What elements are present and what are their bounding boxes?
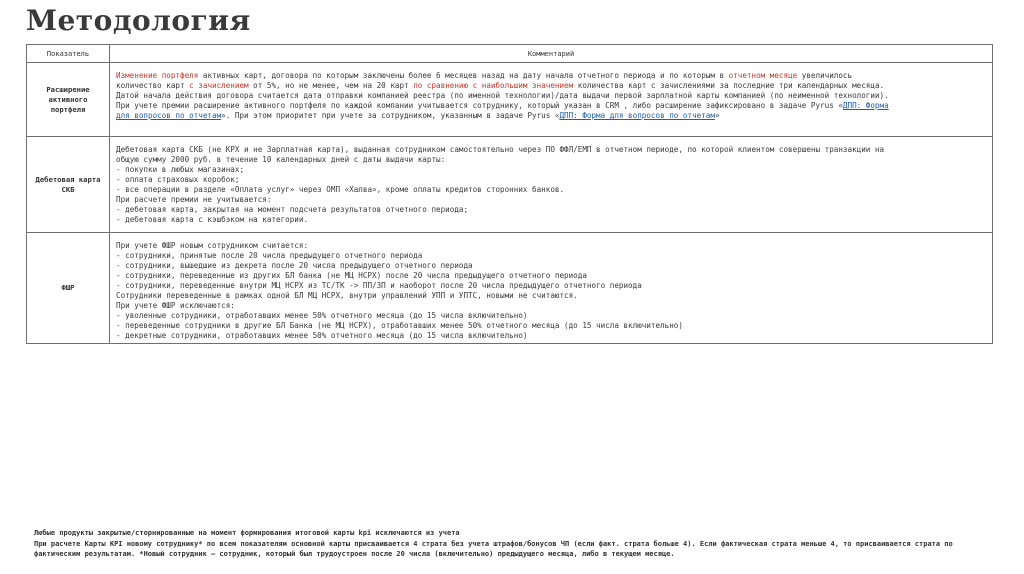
comment-line bbox=[116, 91, 986, 101]
indicator-fshr: ФШР bbox=[27, 233, 110, 344]
comment-debit-card bbox=[110, 137, 993, 233]
table-header-row bbox=[27, 45, 993, 63]
comment-text: Дебетовая карта СКБ (не КРХ и не Зарплатная карта), выданная сотрудником самостоятельно через ПО ФФЛ/ЕМП в отчетном периоде, по которой клиентом совершены транзакции на bbox=[116, 145, 885, 154]
comment-line bbox=[116, 281, 986, 291]
comment-line bbox=[116, 165, 986, 175]
comment-text: - все операции в разделе «Оплата услуг» через ОМП «Халва», кроме оплаты кредитов сторонних банков. bbox=[116, 185, 565, 194]
header-indicator: Показатель bbox=[27, 45, 110, 63]
footer-notes bbox=[34, 528, 964, 560]
footer-note-new-employee: При расчете Карты KPI новому сотруднику* по всем показателям основной карты присваивается 4 страта без учета штрафов/бонусов ЧП (если факт. страта больше 4). Если фактическая страта меньше 4, то присваивается страта по фактическим результатам. *Новый сотрудник – сотрудник, который был трудоустроен после 20 числа (включительно) предыдущего месяца, либо в текущем месяце. bbox=[34, 539, 953, 558]
comment-line bbox=[116, 195, 986, 205]
comment-text: - оплата страховых коробок; bbox=[116, 175, 240, 184]
comment-text: - сотрудники, переведенные внутри МЦ НСРХ из ТС/ТК -> ПП/ЗП и наоборот после 20 числа предыдущего отчетного периода bbox=[116, 281, 642, 290]
comment-text: активных карт, договора по которым заключены более 6 месяцев назад на дату начала отчетного периода и по которым в bbox=[198, 71, 729, 80]
comment-text: - сотрудники, вышедшие из декрета после 20 числа предыдущего отчетного периода bbox=[116, 261, 473, 270]
comment-text: Сотрудники переведенные в рамках одной БЛ МЦ НСРХ, внутри управлений УПП и УПТС, новыми не считаются. bbox=[116, 291, 578, 300]
comment-line bbox=[116, 331, 986, 341]
table-row bbox=[27, 137, 993, 233]
comment-text: количества карт с зачислениями за последние три календарных месяца. bbox=[573, 81, 885, 90]
comment-line bbox=[116, 145, 986, 155]
comment-text: - декретные сотрудники, отработавших менее 50% отчетного месяца (до 15 числа включительно) bbox=[116, 331, 528, 340]
comment-text: » bbox=[714, 111, 720, 120]
comment-line bbox=[116, 215, 986, 225]
comment-line bbox=[116, 261, 986, 271]
comment-text: - покупки в любых магазинах; bbox=[116, 165, 245, 174]
comment-line bbox=[116, 311, 986, 321]
comment-line bbox=[116, 321, 986, 331]
pyrus-form-link[interactable]: ДПП: Форма bbox=[842, 101, 889, 110]
comment-line bbox=[116, 155, 986, 165]
methodology-table bbox=[26, 44, 993, 344]
comment-text: При расчете премии не учитывается: bbox=[116, 195, 272, 204]
indicator-debit-card: Дебетовая карта СКБ bbox=[27, 137, 110, 233]
comment-text: увеличилось bbox=[797, 71, 853, 80]
highlighted-term: с зачислением bbox=[189, 81, 249, 90]
comment-line bbox=[116, 251, 986, 261]
highlighted-term: отчетном месяце bbox=[728, 71, 798, 80]
comment-text: При учете премии расширение активного портфеля по каждой компании учитывается сотруднику, который указан в CRM , либо расширение зафиксировано в задаче Pyrus « bbox=[116, 101, 843, 110]
comment-line bbox=[116, 101, 986, 111]
comment-text: Датой начала действия договора считается дата отправки компанией реестра (по именной технологии)/дата выдачи первой зарплатной карты компанией (по неименной технологии). bbox=[116, 91, 889, 100]
comment-fshr bbox=[110, 233, 993, 344]
table-row bbox=[27, 63, 993, 137]
comment-text: При учете ФШР новым сотрудником считается: bbox=[116, 241, 309, 250]
pyrus-form-link[interactable]: для вопросов по отчетам bbox=[116, 111, 222, 120]
comment-line bbox=[116, 271, 986, 281]
comment-text: ». При этом приоритет при учете за сотрудником, указанным в задаче Pyrus « bbox=[221, 111, 560, 120]
header-comment: Комментарий bbox=[110, 45, 993, 63]
comment-text: При учете ФШР исключаются: bbox=[116, 301, 235, 310]
comment-line bbox=[116, 81, 986, 91]
comment-text: - сотрудники, принятые после 20 числа предыдущего отчетного периода bbox=[116, 251, 423, 260]
highlighted-term: по сравнению с наибольшим значением bbox=[413, 81, 574, 90]
comment-line bbox=[116, 185, 986, 195]
comment-text: количество карт bbox=[116, 81, 190, 90]
comment-line bbox=[116, 301, 986, 311]
comment-line bbox=[116, 241, 986, 251]
comment-text: - дебетовая карта с кэшбэком на категории. bbox=[116, 215, 309, 224]
comment-text: - сотрудники, переведенные из других БЛ банка (не МЦ НСРХ) после 20 числа предыдущего отчетного периода bbox=[116, 271, 587, 280]
comment-line bbox=[116, 111, 986, 121]
comment-line bbox=[116, 71, 986, 81]
comment-text: - дебетовая карта, закрытая на момент подсчета результатов отчетного периода; bbox=[116, 205, 469, 214]
comment-text: - уволенные сотрудники, отработавших менее 50% отчетного месяца (до 15 числа включительно) bbox=[116, 311, 528, 320]
pyrus-form-link[interactable]: ДПП: Форма для вопросов по отчетам bbox=[559, 111, 715, 120]
indicator-portfolio-expansion: Расширение активного портфеля bbox=[27, 63, 110, 137]
comment-line bbox=[116, 175, 986, 185]
comment-text: от 5%, но не менее, чем на 20 карт bbox=[248, 81, 414, 90]
footer-note-exclusion: Любые продукты закрытые/сторнированные на момент формирования итоговой карты kpi исключаются из учета bbox=[34, 529, 460, 537]
comment-line bbox=[116, 205, 986, 215]
highlighted-term: Изменение портфеля bbox=[116, 71, 199, 80]
comment-text: общую сумму 2000 руб. в течение 10 календарных дней с даты выдачи карты: bbox=[116, 155, 446, 164]
comment-portfolio-expansion bbox=[110, 63, 993, 137]
page-title: Методология bbox=[26, 4, 251, 37]
table-row bbox=[27, 233, 993, 344]
comment-line bbox=[116, 291, 986, 301]
comment-text: - переведенные сотрудники в другие БЛ Банка (не МЦ НСРХ), отработавших менее 50% отчетного месяца (до 15 числа включительно) bbox=[116, 321, 683, 330]
